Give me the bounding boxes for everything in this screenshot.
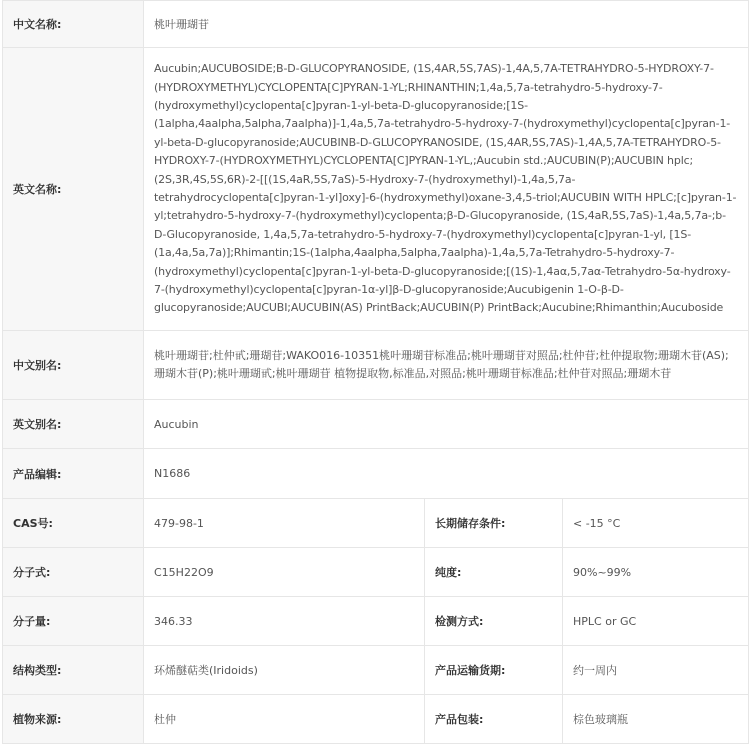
- label-chinese-name: 中文名称:: [3, 1, 144, 48]
- value-plant-source: 杜仲: [144, 695, 425, 744]
- label-plant-source: 植物来源:: [3, 695, 144, 744]
- label-detection: 检测方式:: [425, 597, 563, 646]
- row-english-name: [3, 48, 749, 331]
- row-product-code: [3, 449, 749, 499]
- row-structure-type: [3, 646, 749, 695]
- value-cas: 479-98-1: [144, 499, 425, 548]
- value-structure-type: 环烯醚萜类(Iridoids): [144, 646, 425, 695]
- row-cas: [3, 499, 749, 548]
- value-english-alias: Aucubin: [144, 400, 749, 449]
- label-purity: 纯度:: [425, 548, 563, 597]
- label-packaging: 产品包装:: [425, 695, 563, 744]
- row-plant-source: [3, 695, 749, 744]
- row-chinese-alias: [3, 331, 749, 400]
- row-molecular-weight: [3, 597, 749, 646]
- value-storage: < -15 °C: [563, 499, 749, 548]
- label-storage: 长期储存条件:: [425, 499, 563, 548]
- label-product-code: 产品编辑:: [3, 449, 144, 499]
- product-info-table: [2, 0, 749, 744]
- value-formula: C15H22O9: [144, 548, 425, 597]
- value-chinese-alias: 桃叶珊瑚苷;杜仲甙;珊瑚苷;WAKO016-10351桃叶珊瑚苷标准品;桃叶珊瑚苷对照品;杜仲苷;杜仲提取物;珊瑚木苷(AS);珊瑚木苷(P);桃叶珊瑚甙;桃叶珊瑚苷 植物提取物,标准品,对照品;桃叶珊瑚苷标准品;杜仲苷对照品;珊瑚木苷: [144, 331, 749, 400]
- label-shipping: 产品运输货期:: [425, 646, 563, 695]
- value-purity: 90%~99%: [563, 548, 749, 597]
- label-english-name: 英文名称:: [3, 48, 144, 331]
- value-english-name: Aucubin;AUCUBOSIDE;B-D-GLUCOPYRANOSIDE, (1S,4AR,5S,7AS)-1,4A,5,7A-TETRAHYDRO-5-HYDROXY-7-(HYDROXYMETHYL)CYCLOPENTA[C]PYRAN-1-YL;RHINANTHIN;1,4a,5,7a-tetrahydro-5-hydroxy-7-(hydroxymethyl)cyclopenta[c]pyran-1-yl-beta-D-glucopyranoside;[1S-(1alpha,4aalpha,5alpha,7aalpha)]-1,4a,5,7a-tetrahydro-5-hydroxy-7-(hydroxymethyl)cyclopenta[c]pyran-1-yl-beta-D-glucopyranoside;AUCUBINB-D-GLUCOPYRANOSIDE, (1S,4AR,5S,7AS)-1,4A,5,7A-TETRAHYDRO-5-HYDROXY-7-(HYDROXYMETHYL)CYCLOPENTA[C]PYRAN-1-YL,;Aucubin std.;AUCUBIN(P);AUCUBIN hplc;(2S,3R,4S,5S,6R)-2-[[(1S,4aR,5S,7aS)-5-Hydroxy-7-(hydroxymethyl)-1,4a,5,7a-tetrahydrocyclopenta[c]pyran-1-yl]oxy]-6-(hydroxymethyl)oxane-3,4,5-triol;AUCUBIN WITH HPLC;[c]pyran-1-yl;tetrahydro-5-hydroxy-7-(hydroxymethyl)cyclopenta;β-D-Glucopyranoside, (1S,4aR,5S,7aS)-1,4a,5,7a-;b-D-Glucopyranoside, 1,4a,5,7a-tetrahydro-5-hydroxy-7-(hydroxymethyl)cyclopenta[c]pyran-1-yl, [1S-(1a,4a,5a,7a)];Rhimantin;1S-(1alpha,4aalpha,5alpha,7aalpha)-1,4a,5,7a-Tetrahydro-5-hydroxy-7-(hydroxymethyl)cyclopenta[c]pyran-1-yl-beta-D-glucopyranoside;[(1S)-1,4aα,5,7aα-Tetrahydro-5α-hydroxy-7-(hydroxymethyl)cyclopenta[c]pyran-1α-yl]β-D-glucopyranoside;Aucubigenin 1-O-β-D-glucopyranoside;AUCUBI;AUCUBIN(AS) PrintBack;AUCUBIN(P) PrintBack;Aucubine;Rhimanthin;Aucuboside: [144, 48, 749, 331]
- row-chinese-name: [3, 1, 749, 48]
- value-chinese-name: 桃叶珊瑚苷: [144, 1, 749, 48]
- row-formula: [3, 548, 749, 597]
- row-english-alias: [3, 400, 749, 449]
- value-shipping: 约一周内: [563, 646, 749, 695]
- value-detection: HPLC or GC: [563, 597, 749, 646]
- value-packaging: 棕色玻璃瓶: [563, 695, 749, 744]
- label-molecular-weight: 分子量:: [3, 597, 144, 646]
- label-english-alias: 英文别名:: [3, 400, 144, 449]
- label-structure-type: 结构类型:: [3, 646, 144, 695]
- label-chinese-alias: 中文别名:: [3, 331, 144, 400]
- value-molecular-weight: 346.33: [144, 597, 425, 646]
- label-formula: 分子式:: [3, 548, 144, 597]
- label-cas: CAS号:: [3, 499, 144, 548]
- value-product-code: N1686: [144, 449, 749, 499]
